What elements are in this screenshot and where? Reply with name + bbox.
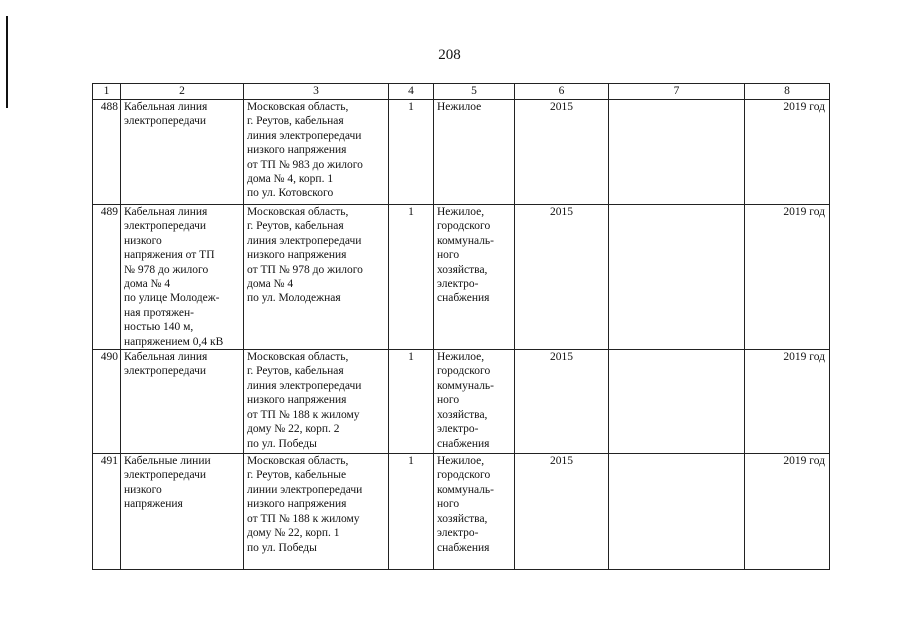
table-row xyxy=(93,454,830,570)
row-number: 490 xyxy=(93,350,121,454)
period: 2019 год xyxy=(745,454,830,570)
column-number-row xyxy=(93,84,830,100)
column-header: 4 xyxy=(389,84,434,100)
column-header: 3 xyxy=(244,84,389,100)
period: 2019 год xyxy=(745,350,830,454)
quantity: 1 xyxy=(389,350,434,454)
column-header: 1 xyxy=(93,84,121,100)
column-header: 6 xyxy=(515,84,609,100)
column-header: 7 xyxy=(609,84,745,100)
purpose: Нежилое xyxy=(434,100,515,205)
column-7-cell xyxy=(609,350,745,454)
year: 2015 xyxy=(515,205,609,350)
object-name: Кабельные линии электропередачи низкого напряжения xyxy=(121,454,244,570)
period: 2019 год xyxy=(745,205,830,350)
column-header: 5 xyxy=(434,84,515,100)
object-address: Московская область, г. Реутов, кабельные линии электропередачи низкого напряжения от ТП № 188 к жилому дому № 22, корп. 1 по ул. Победы xyxy=(244,454,389,570)
object-address: Московская область, г. Реутов, кабельная линия электропередачи низкого напряжения от ТП № 978 до жилого дома № 4 по ул. Молодежная xyxy=(244,205,389,350)
object-address: Московская область, г. Реутов, кабельная линия электропередачи низкого напряжения от ТП № 188 к жилому дому № 22, корп. 2 по ул. Победы xyxy=(244,350,389,454)
purpose: Нежилое, городского коммуналь- ного хозяйства, электро- снабжения xyxy=(434,454,515,570)
row-number: 488 xyxy=(93,100,121,205)
quantity: 1 xyxy=(389,100,434,205)
column-7-cell xyxy=(609,100,745,205)
object-name: Кабельная линия электропередачи низкого напряжения от ТП № 978 до жилого дома № 4 по улице Молодеж- ная протяжен- ностью 140 м, напряжением 0,4 кВ xyxy=(121,205,244,350)
table-row xyxy=(93,350,830,454)
registry-table xyxy=(92,83,830,570)
table-row xyxy=(93,100,830,205)
page-number: 208 xyxy=(438,47,461,63)
column-header: 2 xyxy=(121,84,244,100)
object-name: Кабельная линия электропередачи xyxy=(121,100,244,205)
column-7-cell xyxy=(609,454,745,570)
period: 2019 год xyxy=(745,100,830,205)
column-header: 8 xyxy=(745,84,830,100)
quantity: 1 xyxy=(389,454,434,570)
year: 2015 xyxy=(515,454,609,570)
quantity: 1 xyxy=(389,205,434,350)
row-number: 491 xyxy=(93,454,121,570)
purpose: Нежилое, городского коммуналь- ного хозяйства, электро- снабжения xyxy=(434,350,515,454)
row-number: 489 xyxy=(93,205,121,350)
object-name: Кабельная линия электропередачи xyxy=(121,350,244,454)
object-address: Московская область, г. Реутов, кабельная линия электропередачи низкого напряжения от ТП № 983 до жилого дома № 4, корп. 1 по ул. Котовского xyxy=(244,100,389,205)
year: 2015 xyxy=(515,350,609,454)
table-row xyxy=(93,205,830,350)
purpose: Нежилое, городского коммуналь- ного хозяйства, электро- снабжения xyxy=(434,205,515,350)
column-7-cell xyxy=(609,205,745,350)
year: 2015 xyxy=(515,100,609,205)
